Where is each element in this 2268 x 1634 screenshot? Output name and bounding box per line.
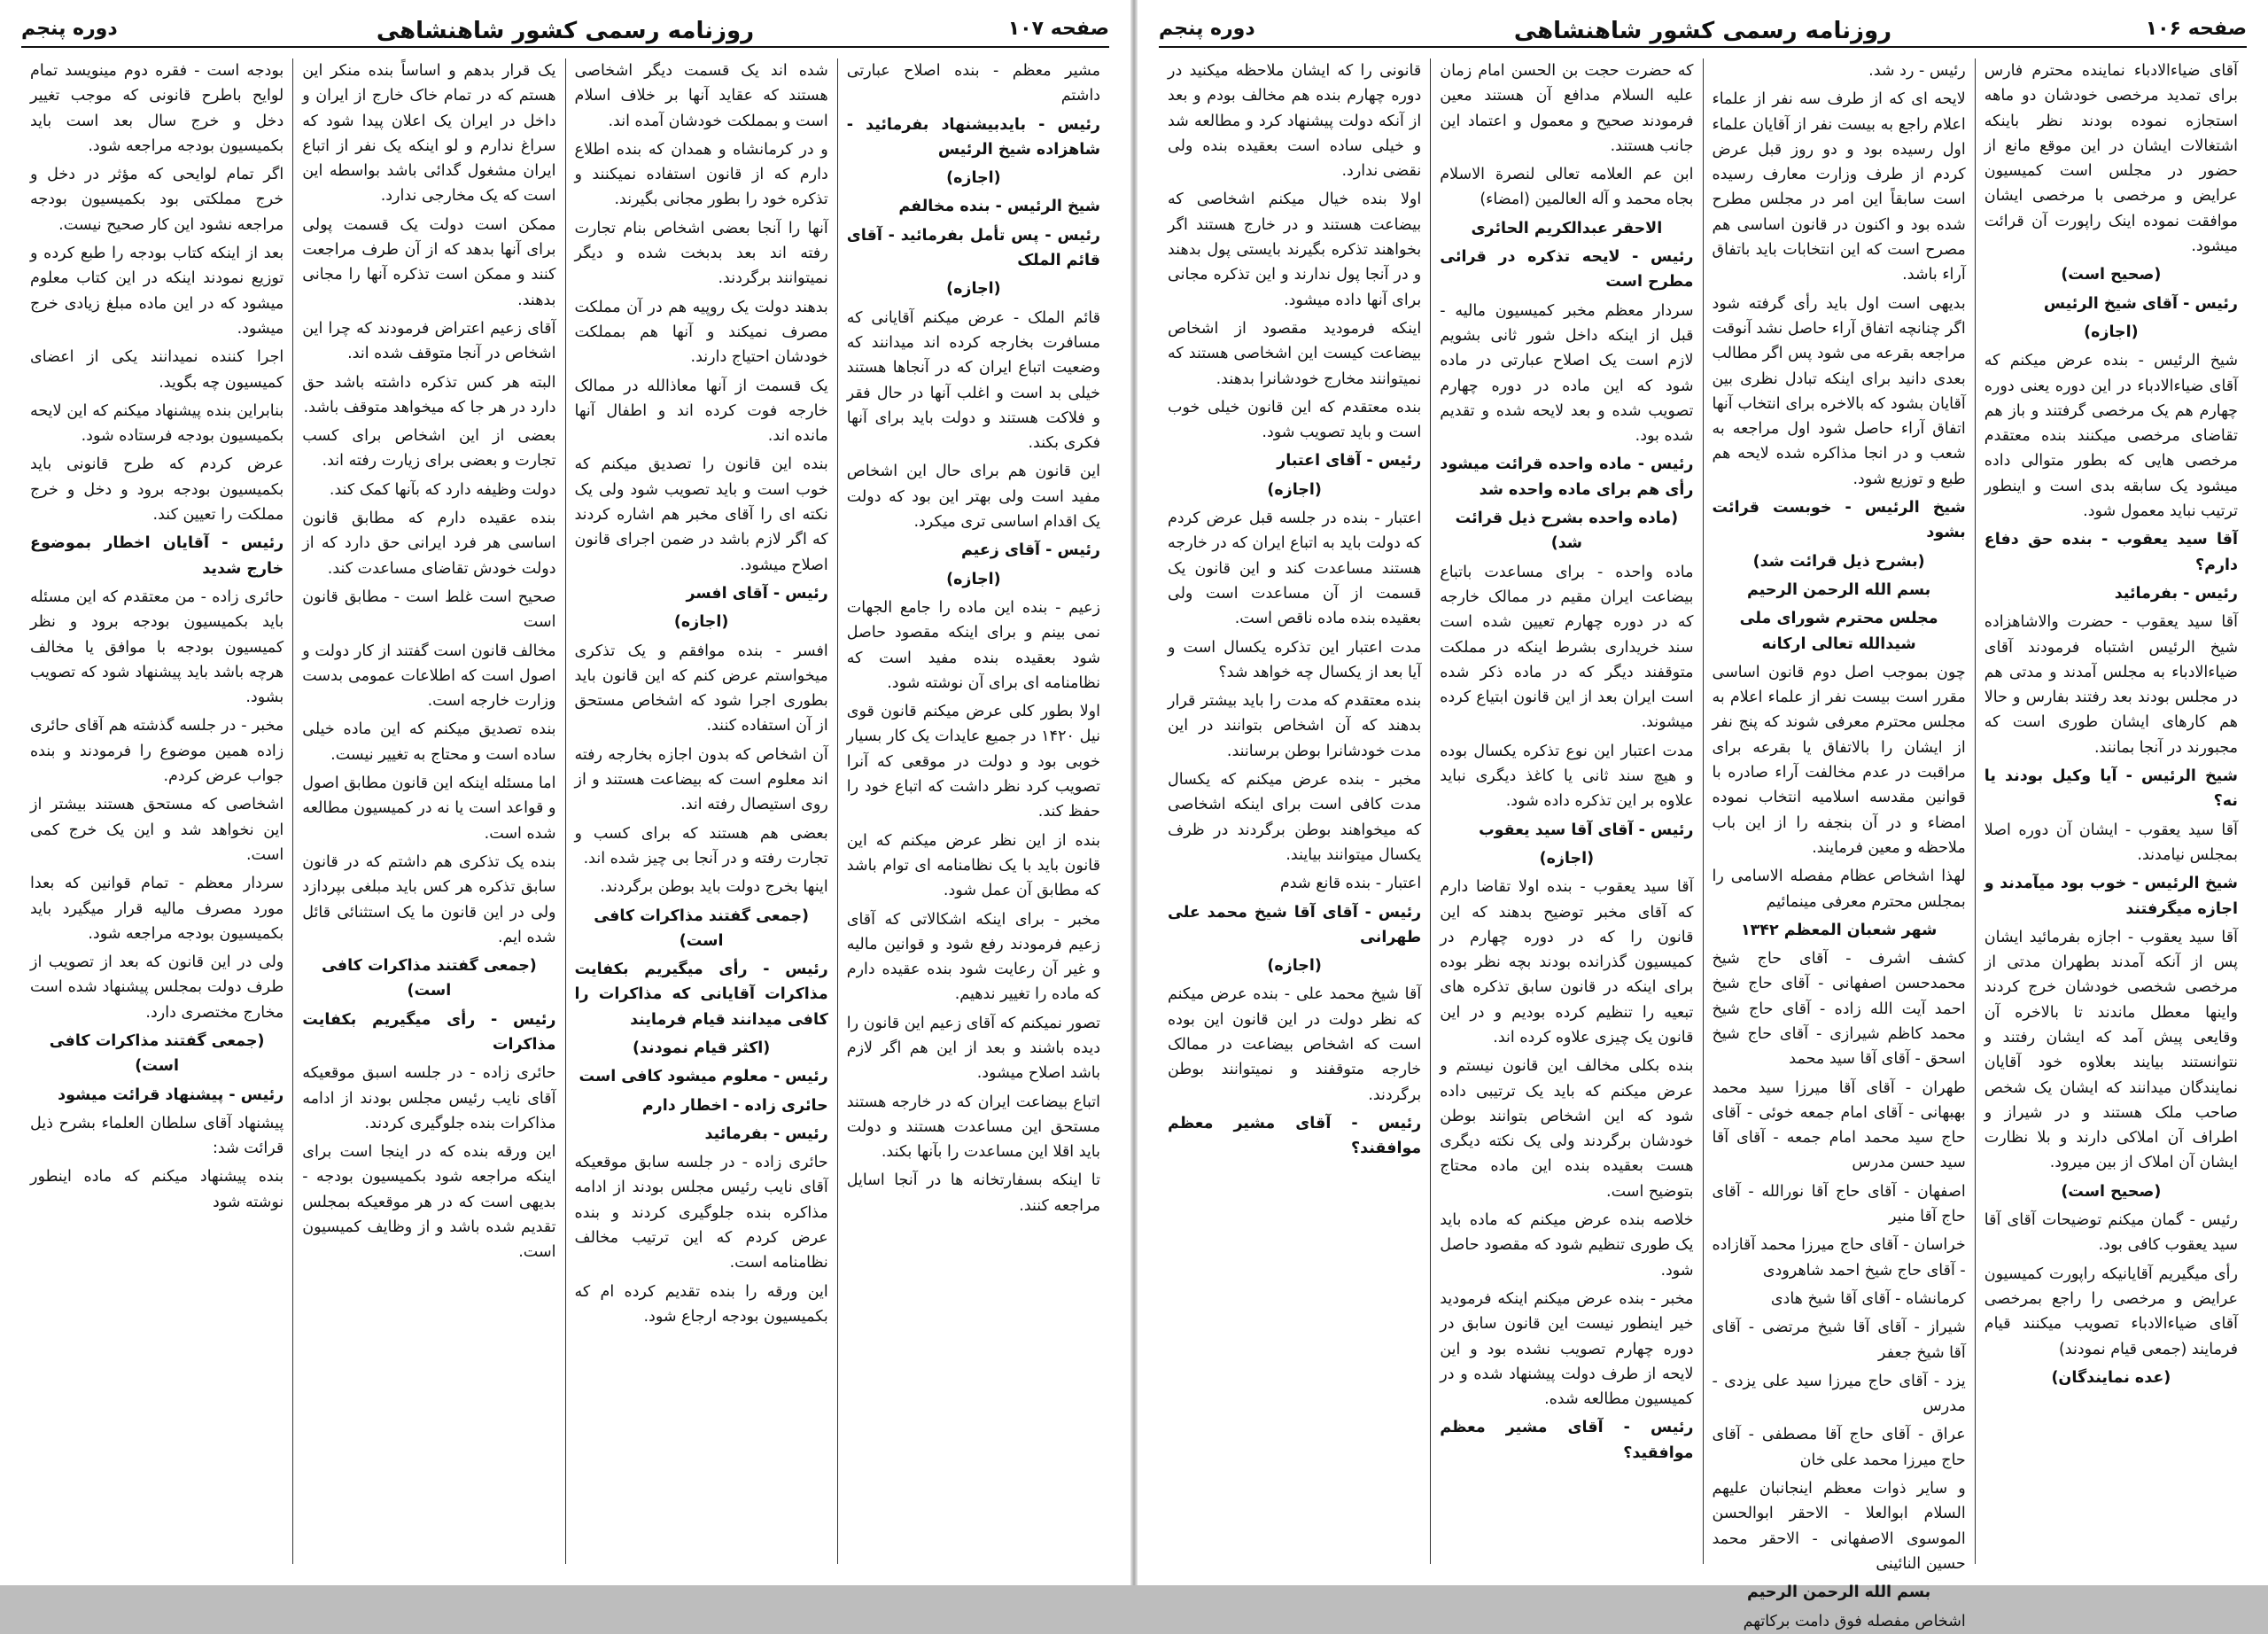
paragraph: بنده تصدیق میکنم که این ماده خیلی ساده است و محتاج به تغییر نیست. <box>302 720 556 764</box>
column-4 <box>21 58 292 1564</box>
centered-line: الاحقر عبدالکریم الحائری <box>1471 219 1663 237</box>
paragraph: و در کرمانشاه و همدان که بنده اطلاع دارم که از قانون استفاده نمیکنند و تذکره خود را بطور مجانی بگیرند. <box>574 140 828 209</box>
speaker-paragraph: رئیس - آقایان اخطار بموضوع خارج شدید <box>30 534 284 578</box>
paragraph: آقا سید یعقوب - ایشان آن دوره اصلا بمجلس نیامدند. <box>1984 821 2238 864</box>
paragraph: لایحه ای که از طرف سه نفر از علماء اعلام راجع به بیست نفر از آقایان علماء اول رسیده بود و دو روز قبل عرض کردم از طرف وزارت معارف رسیده است سابقاً این امر در مجلس مطرح شده بود و اکنون در قانون اساسی هم مصرح است که این انتخابات باید باتفاق آراء باشد. <box>1712 90 1966 284</box>
centered-line: (اجازه) <box>946 169 1001 188</box>
paragraph: بنده معتقدم که مدت را باید بیشتر قرار بدهند که آن اشخاص بتوانند در این مدت خودشانرا بوطن برسانند. <box>1168 692 1422 760</box>
speaker-paragraph: رئیس - پس تأمل بفرمائید - آقای قائم الملک <box>846 226 1100 270</box>
paragraph: اینها بخرج دولت باید بوطن برگردند. <box>600 878 828 897</box>
paragraph: مدت اعتبار این تذکره یکسال است و آیا بعد از یکسال چه خواهد شد؟ <box>1168 638 1422 681</box>
page-header <box>1159 16 2247 48</box>
centered-line: (جمعی گفتند مذاکرات کافی است) <box>321 957 537 1000</box>
paragraph: اولا بطور کلی عرض میکنم قانون قوی نیل ۱۴۲۰ در جمیع عایدات یک کار بسیار خوبی بود و دولت در موقعی که آنرا تصویب کرد نظر داشت که اتباع خود را حفظ کند. <box>846 703 1101 821</box>
header-page-number: صفحه ۱۰۶ <box>2145 18 2247 40</box>
centered-line: (اجازه) <box>673 613 729 632</box>
column-3 <box>292 58 564 1564</box>
paragraph: بنده بکلی مخالف این قانون نیستم و عرض میکنم که باید یک ترتیبی داده شود که این اشخاص بتوانند بوطن خودشان برگردند ولی یک نکته دیگری هست بعقیده بنده این ماده محتاج بتوضیح است. <box>1440 1057 1694 1201</box>
speaker-paragraph: رئیس - بایدبیشنهاد بفرمائید - شاهزاده شیخ الرئیس <box>846 115 1100 159</box>
paragraph: سردار معظم - تمام قوانین که بعدا مورد مصرف مالیه قرار میگیرد باید بکمیسیون بودجه مراجعه شود. <box>30 875 284 943</box>
paragraph: یک قسمت از آنها معاذالله در ممالک خارجه فوت کرده اند و اطفال آنها مانده اند. <box>574 377 828 446</box>
speaker-paragraph: رئیس - آقای افسر <box>686 584 828 603</box>
paragraph: آقا شیخ محمد علی - بنده عرض میکنم که نظر دولت در این قانون این بوده است که اشخاص بیضاعت در ممالک خارجه متوقفند و نمیتوانند بوطن برگردند. <box>1168 985 1422 1104</box>
paragraph: مخبر - در جلسه گذشته هم آقای حائری زاده همین موضوع را فرمودند و بنده جواب عرض کردم. <box>30 717 284 786</box>
paragraph: زعیم - بنده این ماده را جامع الجهات نمی بینم و برای اینکه مقصود حاصل شود بعقیده بنده مفید است که نظامنامه ای برای آن نوشته شود. <box>846 598 1100 692</box>
paragraph: مشیر معظم - بنده اصلاح عبارتی داشتم <box>846 62 1100 105</box>
column-2 <box>1703 58 1975 1630</box>
paragraph: بنده معتقدم که این قانون خیلی خوب است و باید تصویب شود. <box>1168 398 1422 442</box>
paragraph: حائری زاده - در جلسه اسبق موقعیکه آقای نایب رئیس مجلس بودند از ادامه مذاکرات بنده جلوگیری کردند. <box>302 1064 556 1132</box>
paragraph: خلاصه بنده عرض میکنم که ماده باید یک طوری تنظیم شود که مقصود حاصل شود. <box>1440 1211 1694 1280</box>
speaker-paragraph: رئیس - آقای مشیر معظم موافقند؟ <box>1168 1114 1422 1158</box>
paragraph: سردار معظم مخبر کمیسیون مالیه - قبل از اینکه داخل شور ثانی بشویم لازم است یک اصلاح عبارتی در ماده شود که این ماده در دوره چهارم تصویب شده و بعد لایحه شده و تقدیم شده بود. <box>1440 301 1694 446</box>
speaker-paragraph: رئیس - آقای شیخ الرئیس <box>2043 294 2238 313</box>
columns <box>1159 58 2247 1630</box>
column-2 <box>565 58 837 1564</box>
paragraph: حائری زاده - من معتقدم که این مسئله باید بکمیسیون بودجه برود و نظر کمیسیون بودجه با موافق یا مخالف هرچه باشد باید پیشنهاد شود که تصویب بشود. <box>30 587 284 707</box>
paragraph: بنده یک تذکری هم داشتم که در قانون سابق تذکره هر کس باید مبلغی بپردازد ولی در این قانون ما یک استثنائی قائل شده ایم. <box>302 852 556 946</box>
speaker-paragraph: رئیس - رأی میگیریم بکفایت مذاکرات آقایانی که مذاکرات را کافی میدانند قیام فرمایند <box>574 961 828 1029</box>
paragraph: آن اشخاص که بدون اجازه بخارجه رفته اند معلوم است که بیضاعت هستند و از روی استیصال رفته اند. <box>574 745 828 814</box>
paragraph: آقای زعیم اعتراض فرمودند که چرا این اشخاص در آنجا متوقف شده اند. <box>302 319 556 363</box>
paragraph: بودجه است - فقره دوم مینویسد تمام لوایح باطرح قانونی که موجب تغییر دخل و خرج سال بعد است باید بکمیسیون بودجه مراجعه شود. <box>30 62 284 155</box>
header-period: دوره پنجم <box>21 18 118 40</box>
paragraph: بنابراین بنده پیشنهاد میکنم که این لایحه بکمیسیون بودجه فرستاده شود. <box>30 401 284 446</box>
centered-line: (اجازه) <box>946 280 1001 299</box>
paragraph: قانونی را که ایشان ملاحظه میکنید در دوره چهارم بنده هم مخالف بودم و بعد از آنکه دولت پیشنهاد کرد و مطالعه شد و خیلی ساده است بعقیده بنده ولی نقضی ندارد. <box>1168 62 1422 181</box>
paragraph: آقای ضیاءالادباء نماینده محترم فارس برای تمدید مرخصی خودشان دو ماهه استجازه نموده بودند نظر باینکه اشتغالات ایشان در این موقع مانع از حضور در مجلس است کمیسیون عرایض و مرخصی با مرخصی ایشان موافقت نموده اینک راپورت آن قرائت میشود. <box>1984 62 2238 256</box>
paragraph: آقا سید یعقوب - حضرت والاشاهزاده شیخ الرئیس اشتباه فرمودند آقای ضیاءالادباء به مجلس آمدند و مدتی هم در مجلس بودند بعد رفتند بفارس و حالا هم کارهای ایشان طوری است که مجبورند در آنجا بمانند. <box>1984 613 2238 757</box>
paragraph: اگر تمام لوایحی که مؤثر در دخل و خرج مملکتی بود بکمیسیون بودجه مراجعه نشود این کار صحیح نیست. <box>30 166 284 234</box>
centered-line: (ماده واحده بشرح ذیل قرائت شد) <box>1455 510 1679 553</box>
paragraph: ممکن است دولت یک قسمت پولی برای آنها بدهد که از آن طرف مراجعت کنند و ممکن است تذکره آنها را مجانی بدهند. <box>302 215 556 309</box>
paragraph: لهذا اشخاص عظام مفصله الاسامی را بمجلس محترم معرفی مینمائیم <box>1712 868 1966 911</box>
paragraph: بعضی از این اشخاص برای کسب تجارت و بعضی برای زیارت رفته اند. <box>302 427 556 471</box>
speaker-paragraph: حائری زاده - اخطار دارم <box>641 1096 828 1115</box>
columns <box>21 58 1109 1564</box>
header-title: روزنامه رسمی کشور شاهنشاهی <box>1513 18 1892 44</box>
paragraph: تا اینکه بسفارتخانه ها در آنجا اسایل مراجعه کنند. <box>846 1171 1100 1215</box>
centered-line: مجلس محترم شورای ملی شیدالله تعالی ارکانه <box>1739 610 1938 653</box>
paragraph: صحیح است غلط است - مطابق قانون است <box>302 587 556 632</box>
speaker-paragraph: رئیس - بفرمائید <box>2114 584 2238 603</box>
speaker-paragraph: رئیس - بفرمائید <box>704 1124 828 1143</box>
speaker-paragraph: شیخ الرئیس - بنده مخالفم <box>898 198 1100 216</box>
paragraph: طهران - آقای آقا میرزا سید محمد بهبهانی - آقای امام جمعه خوئی - آقای حاج سید محمد امام جمعه - آقای آقا سید حسن مدرس <box>1712 1078 1966 1172</box>
centered-line: (اجازه) <box>1539 849 1595 868</box>
paragraph: بعد از اینکه کتاب بودجه را طبع کرده و توزیع نمودند اینکه در این کتاب معلوم میشود که در این ماده مبلغ زیادی خرج میشود. <box>30 245 284 338</box>
speaker-paragraph: رئیس - ماده واحده قرائت میشود رأی هم برای ماده واحده شد <box>1440 455 1694 499</box>
paragraph: اجرا کننده نمیدانند یکی از اعضای کمیسیون چه بگوید. <box>30 348 284 392</box>
paragraph: ابن عم العلامه تعالی لنصرة الاسلام بجاه محمد و آله العالمین (امضاء) <box>1440 166 1694 209</box>
centered-line: بسم الله الرحمن الرحیم <box>1747 580 1931 599</box>
page-header <box>21 16 1109 48</box>
paragraph: مخبر - بنده عرض میکنم که یکسال مدت کافی است برای اینکه اشخاصی که میخواهند بوطن برگردند در ظرف یکسال میتوانند بیایند. <box>1168 771 1422 864</box>
paragraph: عرض کردم که طرح قانونی باید بکمیسیون بودجه برود و دخل و خرج مملکت را تعیین کند. <box>30 455 284 525</box>
paragraph: کشف اشرف - آقای حاج شیخ محمدحسن اصفهانی - آقای حاج شیخ احمد آیت الله زاده - آقای حاج شیخ محمد کاظم شیرازی - آقای حاج شیخ اسحق - آقای آقا سید محمد <box>1712 950 1966 1069</box>
paragraph: بدیهی است اول باید رأی گرفته شود اگر چنانچه اتفاق آراء حاصل نشد آنوقت مراجعه بقرعه می شود پس اگر مطالب بعدی دانید برای اینکه تبادل نظری بین آقایان بشود که بالاخره برای انتخاب آنها اتفاق آراء حاصل شود اول مراجعه به شعب و در انجا مذاکره شده لایحه هم طبع و توزیع شود. <box>1712 294 1966 488</box>
binding-gutter <box>1130 0 1138 1585</box>
speaker-paragraph: رئیس - رأی میگیریم بکفایت مذاکرات <box>302 1010 556 1054</box>
paragraph: این ورقه را بنده تقدیم کرده ام که بکمیسیون بودجه ارجاع شود. <box>574 1282 828 1326</box>
centered-line: شهر شعبان المعظم ۱۳۴۲ <box>1740 921 1938 939</box>
paragraph: اولا بنده خیال میکنم اشخاصی که بیضاعت هستند و در خارج هستند اگر بخواهند تذکره بگیرند بایستی پول بدهند و در آنجا پول ندارند و این تذکره مجانی برای آنها داده میشود. <box>1168 191 1422 309</box>
paragraph: کرمانشاه - آقای آقا شیخ هادی <box>1770 1289 1966 1308</box>
speaker-paragraph: رئیس - آقای مشیر معظم موافقید؟ <box>1440 1419 1694 1462</box>
paragraph: بنده عقیده دارم که مطابق قانون اساسی هر فرد ایرانی حق دارد که از دولت خودش تقاضای مساعدت کند. <box>302 510 556 578</box>
centered-line: (جمعی گفتند مذاکرات کافی است) <box>594 906 810 950</box>
header-period: دوره پنجم <box>1159 18 1255 40</box>
speaker-paragraph: آقا سید یعقوب - بنده حق دفاع دارم؟ <box>1984 531 2238 574</box>
paragraph: اتباع بیضاعت ایران که در خارجه هستند مستحق این مساعدت هستند و دولت باید اقلا این مساعدت را بآنها بکند. <box>846 1093 1100 1162</box>
centered-line: (اجازه) <box>2084 323 2139 341</box>
paragraph: که حضرت حجت بن الحسن امام زمان علیه السلام مدافع آن هستند معین فرمودند صحیح و معمول و اعتماد این جانب هستند. <box>1440 62 1694 155</box>
paragraph: تصور نمیکنم که آقای زعیم این قانون را دیده باشند و بعد از این هم اگر لازم باشد اصلاح میشود. <box>846 1014 1100 1083</box>
paragraph: آنها را آنجا بعضی اشخاص بنام تجارت رفته اند بعد بدبخت شده و دیگر نمیتوانند برگردند. <box>574 219 828 288</box>
page-106 <box>1138 0 2268 1630</box>
paragraph: رئیس - گمان میکنم توضیحات آقای آقا سید یعقوب کافی بود. <box>1984 1211 2238 1255</box>
speaker-paragraph: شیخ الرئیس - خوبست قرائت بشود <box>1712 499 1966 542</box>
paragraph: مدت اعتبار این نوع تذکره یکسال بوده و هیچ سند ثانی یا کاغذ دیگری نباید علاوه بر این تذکره داده شود. <box>1440 742 1694 811</box>
speaker-paragraph: شیخ الرئیس - آیا وکیل بودند یا نه؟ <box>1984 767 2238 811</box>
paragraph: افسر - بنده موافقم و یک تذکری میخواستم عرض کنم که این قانون باید بطوری اجرا شود که اشخاص مستحق از آن استفاده کنند. <box>574 642 828 735</box>
paragraph: شیخ الرئیس - بنده عرض میکنم که آقای ضیاءالادباء در این دوره یعنی دوره چهارم هم یک مرخصی گرفتند و باز هم تقاضای مرخصی میکنند بنده معتقدم مرخصی هایی که بطور متوالی داده میشود یک سابقه بدی است و اینطور ترتیب نباید معمول شود. <box>1984 352 2238 521</box>
centered-line: (صحیح است) <box>2061 1182 2162 1201</box>
centered-line: بسم الله الرحمن الرحیم <box>1747 1583 1931 1602</box>
paragraph: چون بموجب اصل دوم قانون اساسی مقرر است بیست نفر از علماء اعلام به مجلس محترم معرفی شوند که پنج نفر از ایشان را بالاتفاق یا بقرعه برای مراقبت در عدم مخالفت آراء صادره با قوانین مقدسه اسلامیه انتخاب نموده امضاء و در آن بنجفه را از این باب ملاحظه و معین فرمایند. <box>1712 663 1966 857</box>
speaker-paragraph: رئیس - لایحه تذکره در قرائی مطرح است <box>1440 248 1694 292</box>
paragraph: شیراز - آقای آقا شیخ مرتضی - آقای آقا شیخ جعفر <box>1712 1319 1966 1362</box>
paragraph: اشخاص مفصله فوق دامت برکاتهم <box>1743 1612 1966 1630</box>
paragraph: بنده پیشنهاد میکنم که ماده اینطور نوشته شود <box>30 1168 284 1211</box>
paragraph: بعضی هم هستند که برای کسب و تجارت رفته و در آنجا بی چیز شده اند. <box>574 824 828 868</box>
paragraph: البته هر کس تذکره داشته باشد حق دارد در هر جا که میخواهد متوقف باشد. <box>302 373 556 416</box>
centered-line: (اکثر قیام نمودند) <box>632 1039 771 1057</box>
column-1 <box>1975 58 2247 1564</box>
centered-line: (بشرح ذیل قرائت شد) <box>1752 552 1925 571</box>
paragraph: بنده از این نظر عرض میکنم که این قانون باید با یک نظامنامه ای توام باشد که مطابق آن عمل شود. <box>846 831 1100 900</box>
paragraph: ولی در این قانون که بعد از تصویب از طرف دولت بمجلس پیشنهاد شده است مخارج مختصری دارد. <box>30 953 284 1022</box>
paragraph: آقا سید یعقوب - بنده اولا تقاضا دارم که آقای مخبر توضیح بدهند که این قانون را که در دوره چهارم در کمیسیون گذرانده بودند بچه نظر بوده برای اینکه در قانون سابق تذکره های تبعیه را تنظیم کرده بودیم و در این قانون یک چیزی علاوه کرده اند. <box>1440 878 1694 1047</box>
speaker-paragraph: رئیس - آقای اعتبار <box>1277 452 1422 471</box>
speaker-paragraph: رئیس - آقای آقا سید یعقوب <box>1479 821 1694 839</box>
speaker-paragraph: رئیس - آقای زعیم <box>960 541 1100 560</box>
speaker-paragraph: شیخ الرئیس - خوب بود میآمدند و اجازه میگرفتند <box>1984 875 2238 918</box>
paragraph: مخبر - بنده عرض میکنم اینکه فرمودید خیر اینطور نیست این قانون سابق در دوره چهارم تصویب نشده بود و این لایحه از طرف دولت پیشنهاد شده و در کمیسیون مطالعه شده. <box>1440 1289 1694 1409</box>
paragraph: آقا سید یعقوب - اجازه بفرمائید ایشان پس از آنکه آمدند بطهران مدتی از مرخصی شخصی خودشان خرج کردند واینها معطل ماندند تا بالاخره آن وقایعی پیش آمد که ایشان رفتند و نتوانستند بیایند بعلاوه خود آقایان نمایندگان میدانند که ایشان یک شخص صاحب ملک هستند و در شیراز و اطراف آن املاکی دارند و بلا نظارت ایشان آن املاک از بین میرود. <box>1984 928 2238 1172</box>
page-107 <box>0 0 1130 1585</box>
paragraph: اشخاصی که مستحق هستند بیشتر از این نخواهد شد و این یک خرج کمی است. <box>30 796 284 864</box>
centered-line: (اجازه) <box>1267 957 1322 976</box>
paragraph: پیشنهاد آقای سلطان العلماء بشرح ذیل قرائت شد: <box>30 1114 284 1158</box>
paragraph: حائری زاده - در جلسه سابق موقعیکه آقای نایب رئیس مجلس بودند از ادامه مذاکره بنده جلوگیری کردند و بنده عرض کردم که این ترتیب مخالف نظامنامه است. <box>574 1154 828 1272</box>
paragraph: یک قرار بدهم و اساساً بنده منکر این هستم که در تمام خاک خارج از ایران و داخل در ایران یک اعلان پیدا شود که سراغ ندارم و لو اینکه یک نفر از اتباع ایران مشغول گدائی باشد بواسطه این است که یک مخارجی ندارد. <box>302 62 556 206</box>
paragraph: خراسان - آقای حاج میرزا محمد آقازاده - آقای حاج شیخ احمد شاهرودی <box>1712 1236 1966 1280</box>
centered-line: (اجازه) <box>1267 480 1322 499</box>
paragraph: این ورقه بنده که در اینجا است برای اینکه مراجعه شود بکمیسیون بودجه - بدیهی است که در هر موقعیکه بمجلس تقدیم شده باشد و از وظایف کمیسیون است. <box>302 1143 556 1262</box>
centered-line: (جمعی گفتند مذاکرات کافی است) <box>49 1031 265 1076</box>
column-4 <box>1159 58 1430 1564</box>
paragraph: اعتبار - بنده قانع شدم <box>1279 875 1422 893</box>
paragraph: اینکه فرمودید مقصود از اشخاص بیضاعت کیست این اشخاصی هستند که نمیتوانند مخارج خودشانرا بدهند. <box>1168 319 1422 388</box>
paragraph: دولت وظیفه دارد که بآنها کمک کند. <box>329 480 556 499</box>
paragraph: مخالف قانون است گفتند از کار دولت و اصول است که اطلاعات عمومی بدست وزارت خارجه است. <box>302 642 556 711</box>
paragraph: اما مسئله اینکه این قانون مطابق اصول و قواعد است یا نه در کمیسیون مطالعه شده است. <box>302 774 556 843</box>
speaker-paragraph: رئیس - آقای آقا شیخ محمد علی طهرانی <box>1168 903 1422 946</box>
centered-line: (صحیح است) <box>2061 266 2162 284</box>
centered-line: (عده نمایندگان) <box>2051 1368 2171 1387</box>
paragraph: قائم الملک - عرض میکنم آقایانی که مسافرت بخارجه کرده اند میدانند که وضعیت اتباع ایران که در آنجاها هستند خیلی بد است و اغلب آنها در حال فقر و فلاکت هستند و دولت باید برای آنها فکری بکند. <box>846 308 1100 453</box>
paragraph: یزد - آقای حاج میرزا سید علی یزدی - مدرس <box>1712 1372 1966 1416</box>
paragraph: ماده واحده - برای مساعدت باتباع بیضاعت ایران مقیم در ممالک خارجه که در دوره چهارم تعیین شده است سند خریداری بشرط اینکه در مملکت متوقفند دیگر که در ماده ذکر شده است ایران بعد از این قانون ابتیاع کرده میشوند. <box>1440 563 1694 732</box>
paragraph: بنده این قانون را تصدیق میکنم که خوب است و باید تصویب شود ولی یک نکته ای را آقای مخبر هم اشاره کردند که اگر لازم باشد در ضمن اجرای قانون اصلاح میشود. <box>574 455 828 574</box>
paragraph: مخبر - برای اینکه اشکالاتی که آقای زعیم فرمودند رفع شود و قوانین مالیه و غیر آن رعایت شود بنده عقیده دارم که ماده را تغییر ندهیم. <box>846 910 1100 1004</box>
speaker-paragraph: رئیس - معلوم میشود کافی است <box>579 1068 828 1086</box>
paragraph: رأی میگیریم آقایانیکه راپورت کمیسیون عرایض و مرخصی را راجع بمرخصی آقای ضیاءالادباء تصویب میکنند قیام فرمایند (جمعی قیام نمودند) <box>1984 1264 2238 1358</box>
column-1 <box>837 58 1109 1564</box>
paragraph: و سایر ذوات معظم اینجانبان علیهم السلام ابوالعلا - الاحقر ابوالحسن الموسوی الاصفهانی - الاحقر محمد حسین النائینی <box>1712 1480 1966 1573</box>
paragraph: عراق - آقای حاج آقا مصطفی - آقای حاج میرزا محمد علی خان <box>1712 1426 1966 1469</box>
column-3 <box>1430 58 1702 1564</box>
paragraph: بدهند دولت یک روپیه هم در آن مملکت مصرف نمیکند و آنها هم بمملکت خودشان احتیاج دارند. <box>574 298 828 367</box>
paragraph: اصفهان - آقای حاج آقا نورالله - آقای حاج آقا منیر <box>1712 1182 1966 1226</box>
paragraph: اعتبار - بنده در جلسه قبل عرض کردم که دولت باید به اتباع ایران که در خارجه هستند مساعدت کند و این قانون یک قسمت از آن مساعدت است ولی بعقیده بنده ماده ناقص است. <box>1168 510 1422 628</box>
paragraph: شده اند یک قسمت دیگر اشخاصی هستند که عقاید آنها بر خلاف اسلام است و بمملکت خودشان آمده اند. <box>574 62 828 130</box>
header-title: روزنامه رسمی کشور شاهنشاهی <box>376 18 755 44</box>
centered-line: (اجازه) <box>946 570 1001 588</box>
speaker-paragraph: رئیس - پیشنهاد قرائت میشود <box>58 1085 284 1104</box>
paragraph: رئیس - رد شد. <box>1868 62 1966 80</box>
paragraph: این قانون هم برای حال این اشخاص مفید است ولی بهتر این بود که دولت یک اقدام اساسی تری میکرد. <box>846 463 1100 532</box>
header-page-number: صفحه ۱۰۷ <box>1007 18 1109 40</box>
